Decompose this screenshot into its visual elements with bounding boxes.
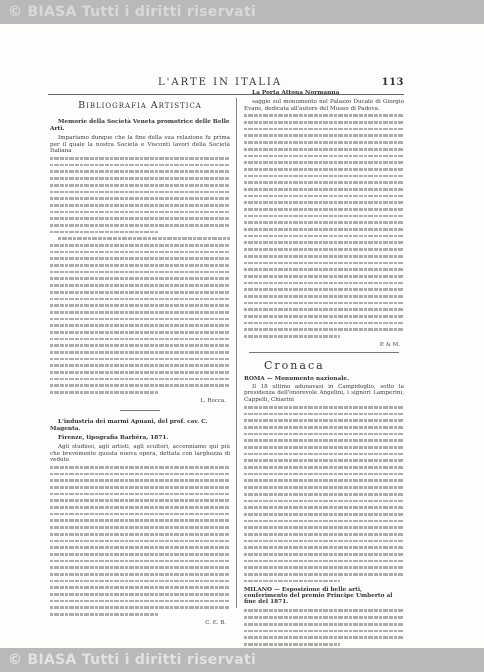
article-title: Memorie della Società Veneta promotrice delle Belle Arti. — [50, 119, 230, 132]
right-column — [244, 90, 404, 620]
signature: P. & M. — [379, 341, 400, 348]
article-subtitle: Firenze, tipografia Barbèra, 1871. — [58, 434, 169, 441]
body-text-block — [50, 464, 230, 618]
column-divider — [236, 98, 237, 608]
running-title: L'ARTE IN ITALIA — [158, 77, 283, 88]
watermark-band-top — [0, 0, 484, 24]
watermark-text: © BIASA Tutti i diritti riservati — [8, 4, 257, 20]
body-text-block — [50, 155, 230, 396]
watermark-text: © BIASA Tutti i diritti riservati — [8, 652, 257, 668]
running-header — [48, 77, 404, 91]
body-text-block — [244, 607, 404, 647]
article-paragraph: saggio sul monumento nel Palazzo Ducale di Giorgio Evans, dedicata all'autore del Museo di Padova. — [244, 99, 404, 112]
page-number: 113 — [381, 77, 404, 88]
news-heading: ROMA — Monumento nazionale. — [244, 375, 350, 382]
signature: L. Rocca. — [200, 397, 226, 404]
separator-rule — [120, 410, 160, 411]
article-title: L'industria dei marmi Apuani, del prof. cav. C. Magenta. — [50, 418, 208, 432]
article-title: La Porta Attona Normanna — [252, 90, 340, 96]
section-title-bibliografia: Bibliografia Artistica — [78, 100, 202, 111]
article-paragraph: Agli studiosi, agli artisti, agli scultori, accenniamo qui più che brevemente questa nuova opera, dettata con larghezza di vedute — [50, 443, 230, 464]
news-paragraph: Il 18 ultimo adunavasi in Campidoglio, sotto la presidenza dell'onorevole Angelini, i signori Lamperini, Cappelli, Chiarini — [244, 383, 404, 404]
body-text-block — [244, 112, 404, 339]
news-heading: MILANO — Esposizione di belle arti, conferimento del premio Principe Umberto al fine del 1871. — [244, 587, 393, 606]
left-column — [50, 100, 230, 626]
body-text-block — [244, 404, 404, 585]
signature: C. E. B. — [205, 619, 226, 626]
article-paragraph: Impariamo dunque che la fine della sua relazione fu prima per il quale la nostra Società e Visconti lavori della Società Italiana — [50, 135, 230, 155]
separator-rule — [249, 352, 399, 353]
watermark-band-bottom — [0, 648, 484, 672]
section-title-cronaca: Cronaca — [264, 358, 325, 372]
